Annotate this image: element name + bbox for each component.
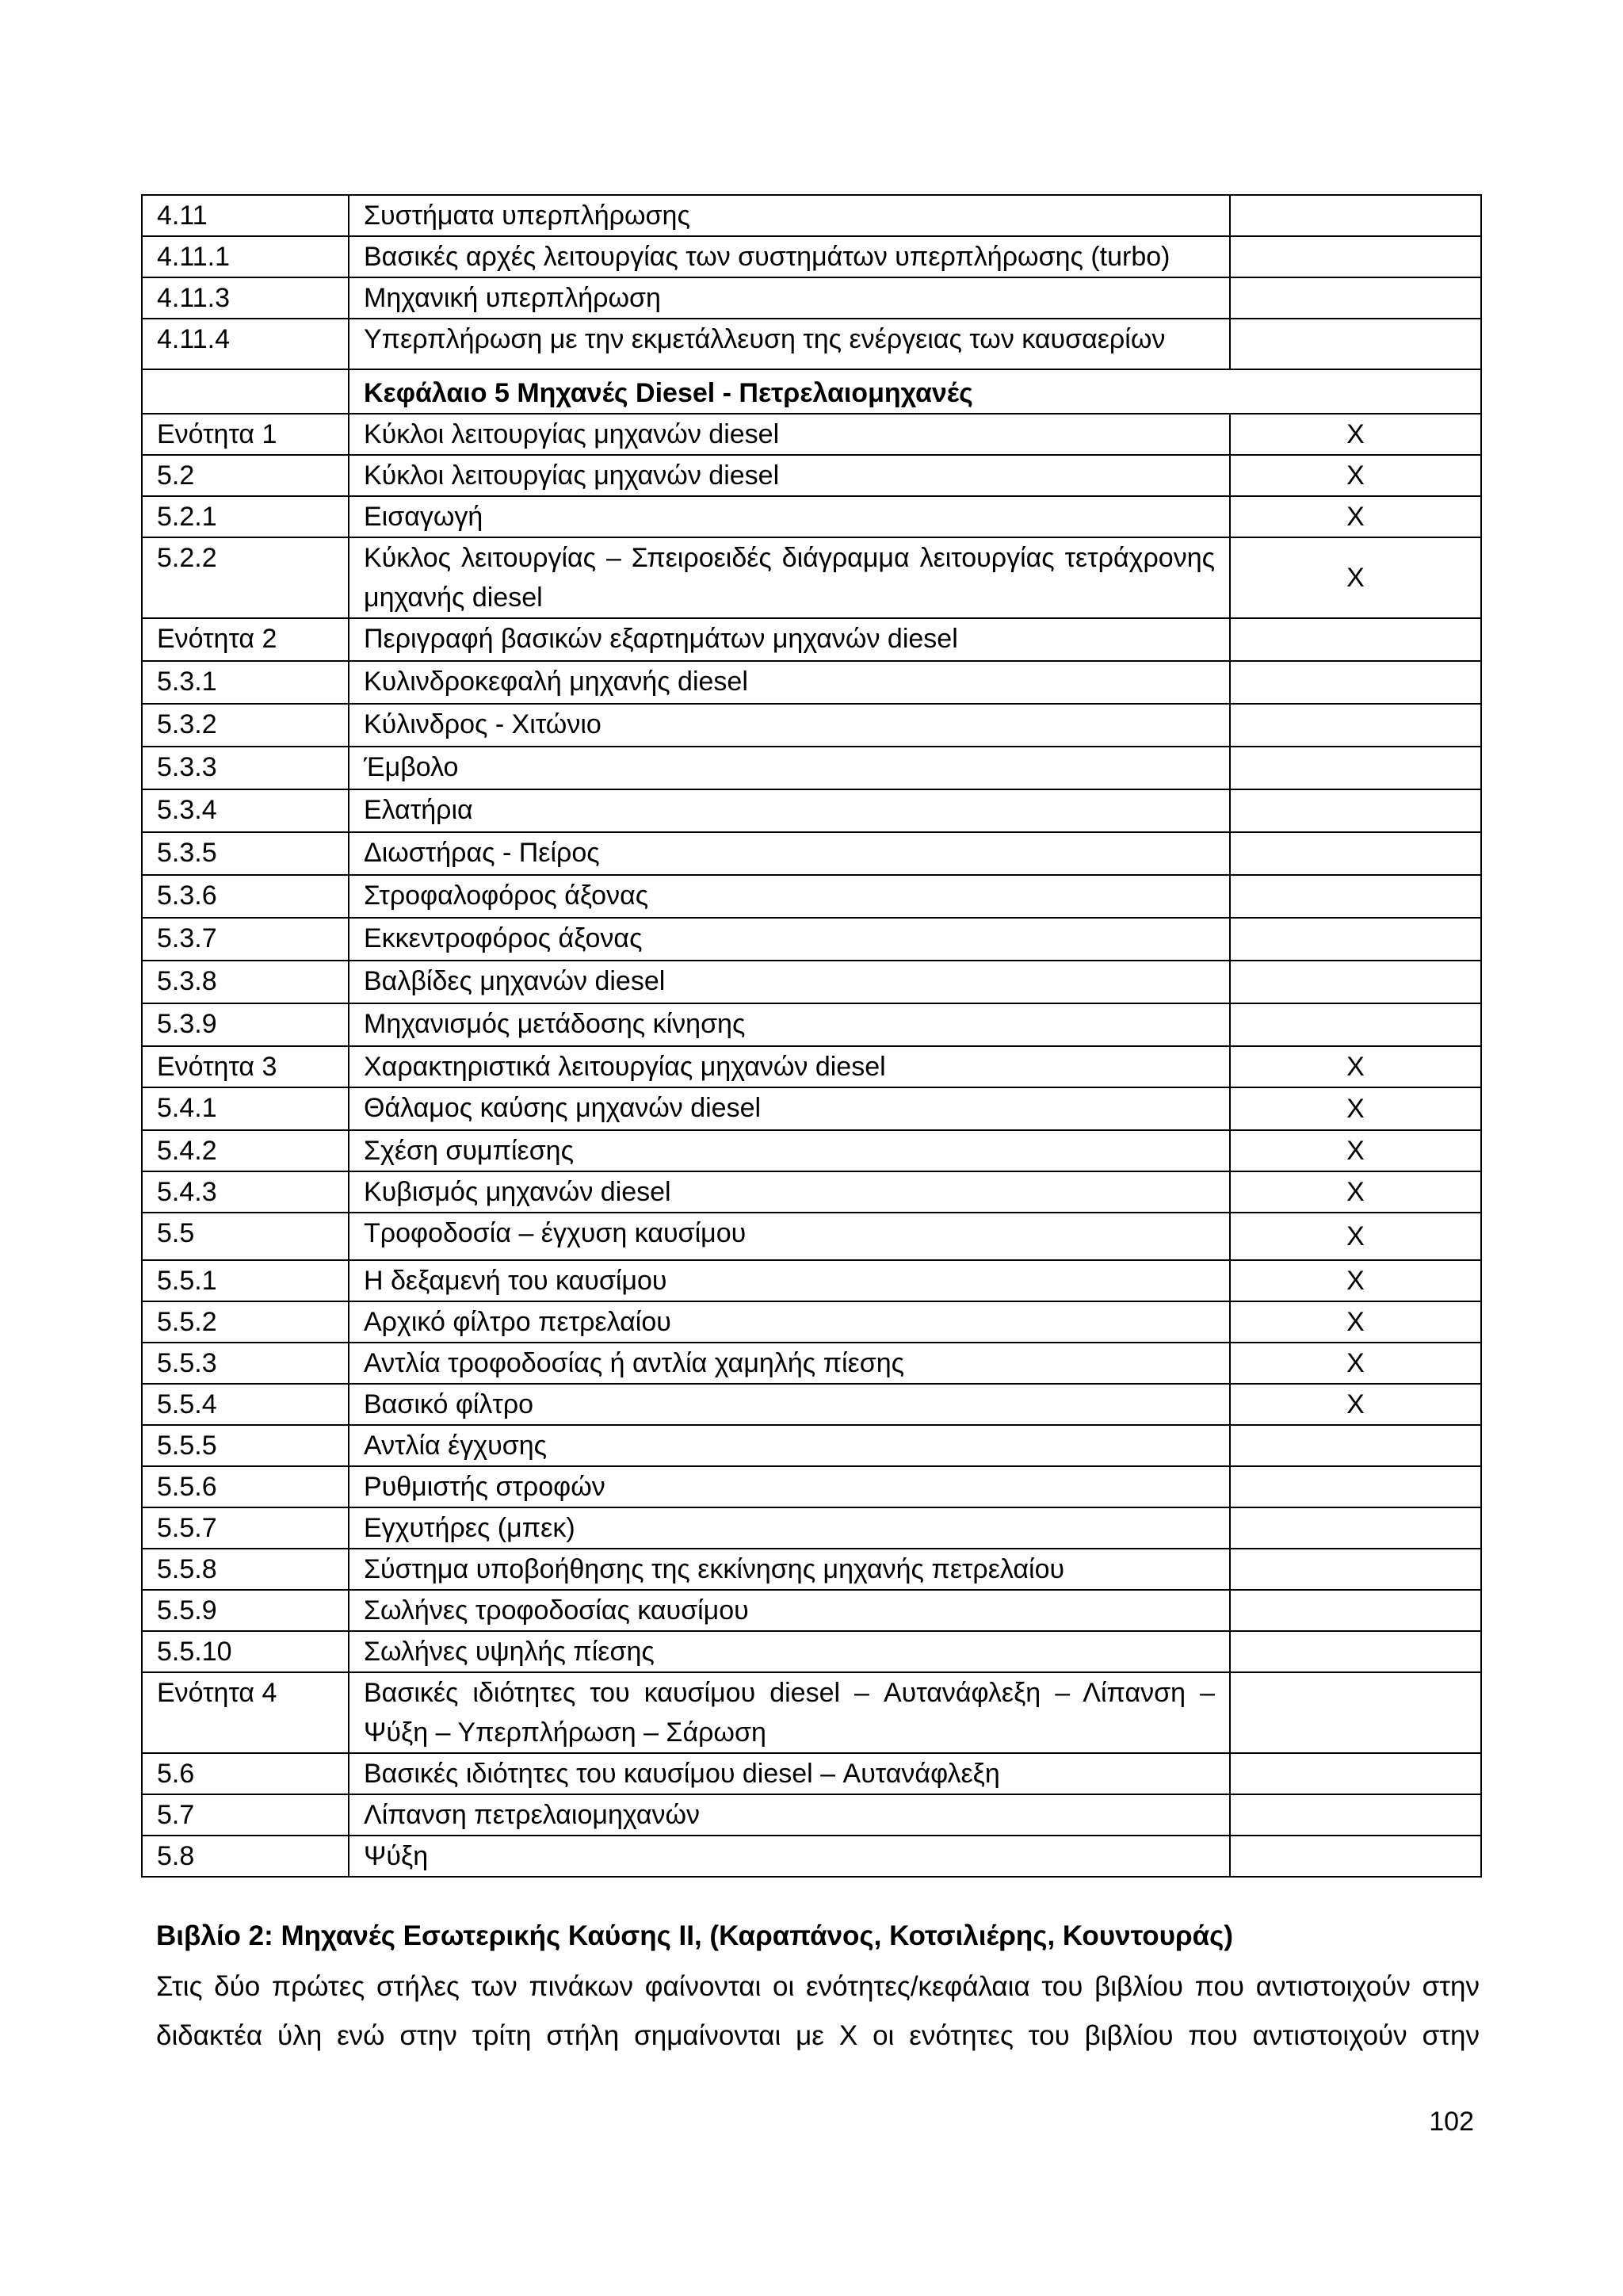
section-code: 5.3.8 (142, 961, 349, 1003)
section-title: Σχέση συμπίεσης (349, 1130, 1230, 1171)
section-mark (1230, 1425, 1481, 1466)
section-mark: X (1230, 414, 1481, 455)
section-title: Κυλινδροκεφαλή μηχανής diesel (349, 661, 1230, 704)
table-row (142, 1384, 1481, 1425)
chapter-title: Κεφάλαιο 5 Μηχανές Diesel - Πετρελαιομηχανές (349, 369, 1481, 414)
section-code: 5.5.10 (142, 1631, 349, 1672)
section-mark (1230, 195, 1481, 236)
table-row (142, 789, 1481, 832)
table-row (142, 1087, 1481, 1130)
section-title: Βασικές αρχές λειτουργίας των συστημάτων υπερπλήρωσης (turbo) (349, 236, 1230, 277)
table-row (142, 1213, 1481, 1260)
section-code: 5.2 (142, 455, 349, 496)
section-title: Ρυθμιστής στροφών (349, 1466, 1230, 1507)
table-row (142, 1171, 1481, 1213)
section-mark (1230, 1003, 1481, 1046)
section-title: Κύλινδρος - Χιτώνιο (349, 704, 1230, 747)
section-code: 5.2.2 (142, 537, 349, 618)
section-mark: X (1230, 455, 1481, 496)
section-code: 5.5.5 (142, 1425, 349, 1466)
table-row (142, 661, 1481, 704)
table-row (142, 1301, 1481, 1343)
section-title: Κύκλοι λειτουργίας μηχανών diesel (349, 414, 1230, 455)
table-row (142, 1466, 1481, 1507)
section-mark (1230, 704, 1481, 747)
page-number: 102 (1429, 2107, 1474, 2137)
section-code: 5.4.3 (142, 1171, 349, 1213)
section-mark (1230, 277, 1481, 319)
section-code: 5.5.1 (142, 1260, 349, 1301)
table-row (142, 1130, 1481, 1171)
section-title: Κύκλος λειτουργίας – Σπειροειδές διάγραμμα λειτουργίας τετράχρονης μηχανής diesel (349, 537, 1230, 618)
table-row (142, 236, 1481, 277)
section-mark (1230, 618, 1481, 661)
table-row (142, 537, 1481, 618)
section-code: 5.8 (142, 1836, 349, 1877)
section-code: 5.3.1 (142, 661, 349, 704)
table-row (142, 277, 1481, 319)
section-mark (1230, 961, 1481, 1003)
table-row (142, 414, 1481, 455)
section-title: Κυβισμός μηχανών diesel (349, 1171, 1230, 1213)
section-mark (1230, 236, 1481, 277)
section-code: 5.2.1 (142, 496, 349, 537)
section-mark (1230, 1836, 1481, 1877)
section-title: Υπερπλήρωση με την εκμετάλλευση της ενέργειας των καυσαερίων (349, 319, 1230, 369)
section-title: Λίπανση πετρελαιομηχανών (349, 1794, 1230, 1836)
section-title: Εισαγωγή (349, 496, 1230, 537)
section-title: Ελατήρια (349, 789, 1230, 832)
section-code: 5.3.2 (142, 704, 349, 747)
table-row (142, 1631, 1481, 1672)
section-title: Συστήματα υπερπλήρωσης (349, 195, 1230, 236)
section-code: 5.5 (142, 1213, 349, 1260)
section-title: Σωλήνες υψηλής πίεσης (349, 1631, 1230, 1672)
section-mark (1230, 661, 1481, 704)
section-title: Περιγραφή βασικών εξαρτημάτων μηχανών diesel (349, 618, 1230, 661)
section-title: Αντλία έγχυσης (349, 1425, 1230, 1466)
section-mark (1230, 1794, 1481, 1836)
section-mark: X (1230, 1384, 1481, 1425)
section-mark: X (1230, 1087, 1481, 1130)
section-mark (1230, 789, 1481, 832)
section-mark: X (1230, 1046, 1481, 1087)
section-code: 5.3.5 (142, 832, 349, 875)
section-mark (1230, 832, 1481, 875)
section-title: Έμβολο (349, 747, 1230, 789)
section-mark: X (1230, 1301, 1481, 1343)
table-row (142, 918, 1481, 961)
section-code: 5.5.3 (142, 1343, 349, 1384)
section-code: 5.5.7 (142, 1507, 349, 1549)
table-row (142, 1794, 1481, 1836)
section-code: 5.6 (142, 1753, 349, 1794)
section-mark: X (1230, 496, 1481, 537)
table-row (142, 195, 1481, 236)
section-title: Η δεξαμενή του καυσίμου (349, 1260, 1230, 1301)
section-code: 5.5.2 (142, 1301, 349, 1343)
section-title: Σωλήνες τροφοδοσίας καυσίμου (349, 1590, 1230, 1631)
section-mark (1230, 1590, 1481, 1631)
section-code: 5.3.4 (142, 789, 349, 832)
table-row (142, 1672, 1481, 1753)
section-code: 5.3.7 (142, 918, 349, 961)
section-code: 5.7 (142, 1794, 349, 1836)
table-row (142, 496, 1481, 537)
section-mark (1230, 875, 1481, 918)
section-title: Βαλβίδες μηχανών diesel (349, 961, 1230, 1003)
section-title: Σύστημα υποβοήθησης της εκκίνησης μηχανής πετρελαίου (349, 1549, 1230, 1590)
section-mark (1230, 747, 1481, 789)
section-mark: X (1230, 537, 1481, 618)
table-row (142, 618, 1481, 661)
table-row (142, 1549, 1481, 1590)
table-row (142, 319, 1481, 369)
section-mark (1230, 319, 1481, 369)
section-code: 4.11 (142, 195, 349, 236)
section-mark: X (1230, 1130, 1481, 1171)
intro-paragraph: Στις δύο πρώτες στήλες των πινάκων φαίνονται οι ενότητες/κεφάλαια του βιβλίου που αντιστοιχούν στην διδακτέα ύλη ενώ στην τρίτη στήλη σημαίνονται με X οι ενότητες του βιβλίου που αντιστοιχούν στην (156, 1971, 1480, 2051)
section-title: Κύκλοι λειτουργίας μηχανών diesel (349, 455, 1230, 496)
section-mark: X (1230, 1343, 1481, 1384)
section-code: 5.3.6 (142, 875, 349, 918)
table-row (142, 961, 1481, 1003)
section-title: Βασικό φίλτρο (349, 1384, 1230, 1425)
section-code: 4.11.4 (142, 319, 349, 369)
section-title: Μηχανισμός μετάδοσης κίνησης (349, 1003, 1230, 1046)
section-title: Στροφαλοφόρος άξονας (349, 875, 1230, 918)
table-row (142, 747, 1481, 789)
section-title: Διωστήρας - Πείρος (349, 832, 1230, 875)
unit-code: Ενότητα 1 (142, 414, 349, 455)
table-row (142, 1260, 1481, 1301)
table-row (142, 1343, 1481, 1384)
table-row (142, 832, 1481, 875)
section-title: Χαρακτηριστικά λειτουργίας μηχανών diesel (349, 1046, 1230, 1087)
unit-code: Ενότητα 4 (142, 1672, 349, 1753)
section-title: Θάλαμος καύσης μηχανών diesel (349, 1087, 1230, 1130)
table-row (142, 1507, 1481, 1549)
table-row (142, 1753, 1481, 1794)
section-title: Βασικές ιδιότητες του καυσίμου diesel – Αυτανάφλεξη (349, 1753, 1230, 1794)
section-mark (1230, 1753, 1481, 1794)
table-row (142, 704, 1481, 747)
section-title: Εκκεντροφόρος άξονας (349, 918, 1230, 961)
section-title: Αρχικό φίλτρο πετρελαίου (349, 1301, 1230, 1343)
section-mark (1230, 918, 1481, 961)
section-code: 5.3.9 (142, 1003, 349, 1046)
section-mark: X (1230, 1171, 1481, 1213)
table-row (142, 1836, 1481, 1877)
section-code: 5.5.6 (142, 1466, 349, 1507)
section-mark (1230, 1672, 1481, 1753)
section-mark (1230, 1631, 1481, 1672)
table-row (142, 1046, 1481, 1087)
section-code: 5.4.2 (142, 1130, 349, 1171)
syllabus-table (141, 194, 1482, 1878)
section-title: Αντλία τροφοδοσίας ή αντλία χαμηλής πίεσης (349, 1343, 1230, 1384)
table-row (142, 455, 1481, 496)
book-heading: Βιβλίο 2: Μηχανές Εσωτερικής Καύσης ΙΙ, (Καραπάνος, Κοτσιλιέρης, Κουντουράς) (156, 1920, 1234, 1951)
section-code (142, 369, 349, 414)
section-code: 4.11.3 (142, 277, 349, 319)
section-title: Τροφοδοσία – έγχυση καυσίμου (349, 1213, 1230, 1260)
section-mark: X (1230, 1213, 1481, 1260)
table-row (142, 1425, 1481, 1466)
section-mark (1230, 1507, 1481, 1549)
section-title: Ψύξη (349, 1836, 1230, 1877)
section-mark (1230, 1466, 1481, 1507)
unit-code: Ενότητα 3 (142, 1046, 349, 1087)
table-row (142, 1003, 1481, 1046)
section-mark: X (1230, 1260, 1481, 1301)
section-title: Μηχανική υπερπλήρωση (349, 277, 1230, 319)
section-title: Βασικές ιδιότητες του καυσίμου diesel – Αυτανάφλεξη – Λίπανση – Ψύξη – Υπερπλήρωση – Σάρωση (349, 1672, 1230, 1753)
section-code: 5.5.9 (142, 1590, 349, 1631)
unit-code: Ενότητα 2 (142, 618, 349, 661)
chapter-row (142, 369, 1481, 414)
section-code: 4.11.1 (142, 236, 349, 277)
section-code: 5.5.4 (142, 1384, 349, 1425)
section-code: 5.4.1 (142, 1087, 349, 1130)
section-mark (1230, 1549, 1481, 1590)
table-row (142, 875, 1481, 918)
section-title: Εγχυτήρες (μπεκ) (349, 1507, 1230, 1549)
section-code: 5.3.3 (142, 747, 349, 789)
section-code: 5.5.8 (142, 1549, 349, 1590)
table-row (142, 1590, 1481, 1631)
